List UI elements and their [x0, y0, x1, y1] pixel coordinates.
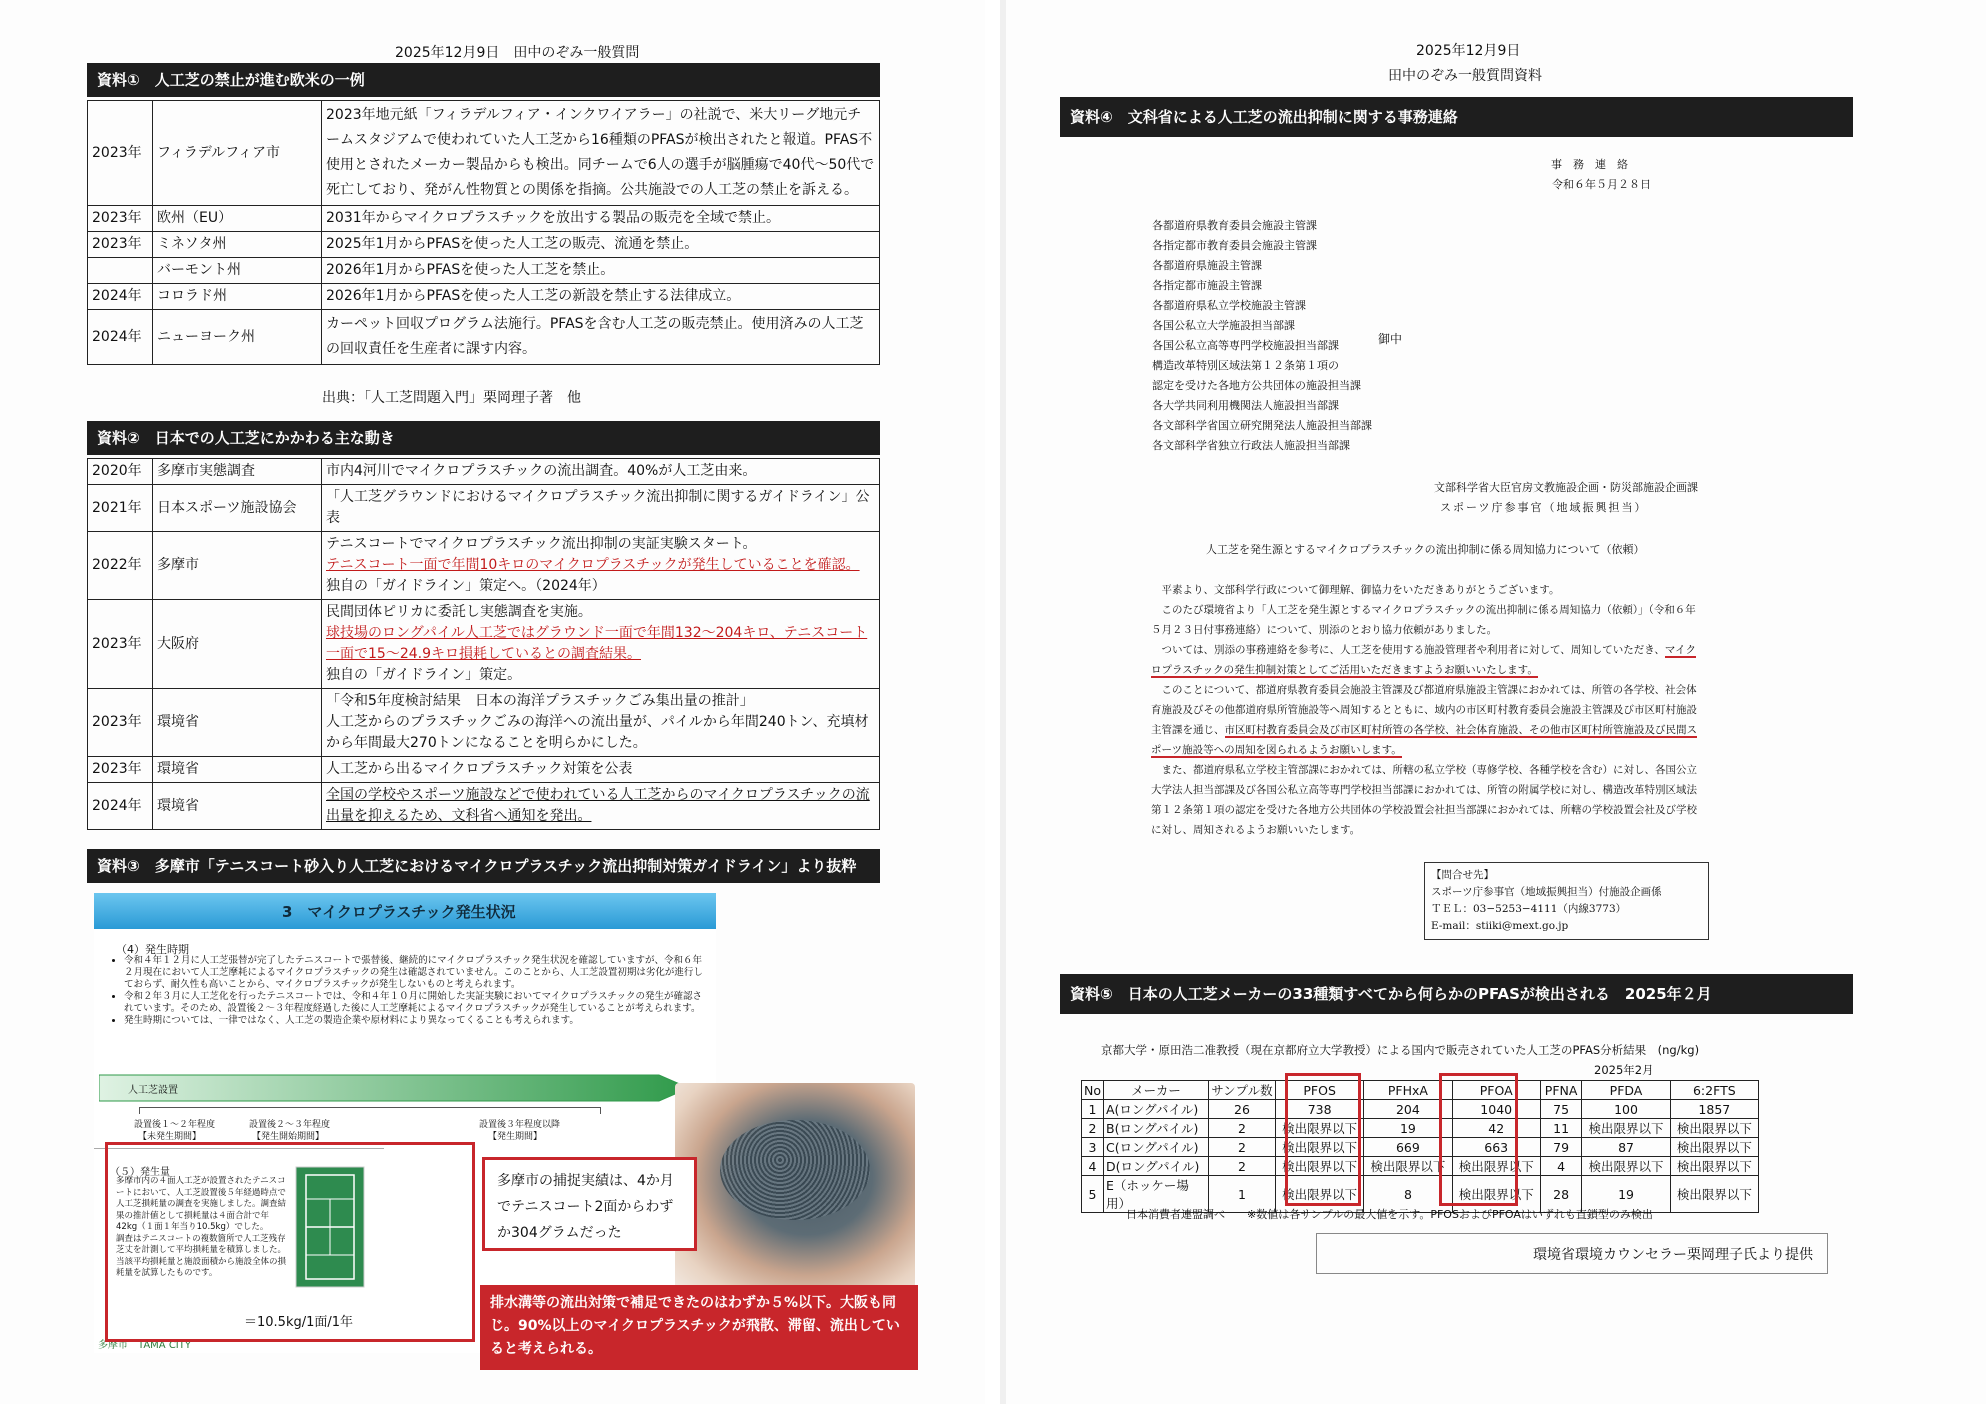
table-row: 2023年 欧州（EU） 2031年からマイクロプラスチックを放出する製品の販売を全域で禁止。 [88, 206, 880, 232]
addressee-list: 各都道府県教育委員会施設主管課 各指定都市教育委員会施設主管課 各都道府県施設主管課 各指定都市施設主管課 各都道府県私立学校施設主管課 各国公私立大学施設担当部課 各国公私立高等専門学校施設担当部課 構造改革特別区域法第１２条第１項の 認定を受けた各地方公共団体の施設担当課 各大学共同利用機関法人施設担当部課 各文部科学省国立研究開発法人施設担当部課 各文部科学省独立行政法人施設担当部課 [1152, 219, 1372, 452]
red-frame-generation [105, 1142, 475, 1342]
table-row: 2020年 多摩市実態調査 市内4河川でマイクロプラスチックの流出調査。40%が人工芝由来。 [88, 459, 880, 485]
section1-source: 出典：「人工芝問題入門」栗岡理子著 他 [322, 390, 581, 406]
pfas-caption: 京都大学・原田浩二准教授（現在京都府立大学教授）による国内で販売されていた人工芝のPFAS分析結果 (ng/kg) [1101, 1043, 1700, 1057]
pfas-date: 2025年2月 [1594, 1063, 1654, 1077]
section5-title: 資料⑤ 日本の人工芝メーカーの33種類すべてから何らかのPFASが検出される 2025年２月 [1060, 974, 1853, 1014]
notice-subject: 人工芝を発生源とするマイクロプラスチックの流出抑制に係る周知協力について（依頼） [1206, 543, 1645, 556]
section1-title: 資料① 人工芝の禁止が進む欧米の一例 [87, 63, 880, 97]
underlined-municipal: 市区町村教育委員会及び市区町村所管の各学校、社会体育施設、その他市区町村所管施設及び民間スポーツ施設等への周知を図られるようお願いします。 [1151, 724, 1697, 756]
notice-body: 平素より、文部科学行政について御理解、御協力をいただきありがとうございます。 このたび環境省より「人工芝を発生源とするマイクロプラスチックの流出抑制に係る周知協力（依頼）」（令和６年５月２３日付事務連絡）について、別添のとおり協力依頼がありました。 ついては、別添の事務連絡を参考に、人工芝を使用する施設管理者や利用者に対して、周知していただき、マイクロプラスチックの発生抑制対策としてご活用いただきますようお願いいたします。 このことについて、都道府県教育委員会施設主管課及び都道府県施設主管課におかれては、所管の各学校、社会体育施設及びその他都道府県所管施設等へ周知するとともに、域内の市区町村教育委員会施設主管課及び市区町村施設主管課を通じ、市区町村教育委員会及び市区町村所管の各学校、社会体育施設、その他市区町村所管施設及び民間スポーツ施設等への周知を図られるようお願いします。 また、都道府県私立学校主管部課におかれては、所轄の私立学校（専修学校、各種学校を含む）に対し、各国公立大学法人担当部課及び各国公私立高等専門学校担当部課におかれては、所管の附属学校に対し、構造改革特別区域法第１２条第１項の認定を受けた各地方公共団体の学校設置会社担当部課におかれては、所轄の学校設置会社及び学校に対し、周知されるようお願いいたします。 [1151, 584, 1697, 836]
footer-logo: 多摩市 TAMA CITY [98, 1340, 191, 1351]
pfos-column-highlight [1285, 1073, 1361, 1206]
section2-title: 資料② 日本での人工芝にかかわる主な動き [87, 421, 880, 455]
credit-box: 環境省環境カウンセラー栗岡理子氏より提供 [1316, 1233, 1828, 1274]
table-row: 4 D(ロングパイル) 2 検出限界以下 検出限界以下 検出限界以下 4 検出限界以下 検出限界以下 [1082, 1157, 1759, 1176]
table-row: 2 B(ロングパイル) 2 検出限界以下 19 42 11 検出限界以下 検出限界以下 [1082, 1119, 1759, 1138]
granules-photo-texture [720, 1120, 870, 1220]
onchu-label: 御中 [1378, 332, 1403, 346]
callout-runoff: 排水溝等の流出対策で補足できたのはわずか５%以下。大阪も同じ。90%以上のマイクロプラスチックが飛散、滞留、流出していると考えられる。 [480, 1285, 918, 1370]
section4-title: 資料④ 文科省による人工芝の流出抑制に関する事務連絡 [1060, 97, 1853, 137]
sender-2: スポーツ庁参事官（地域振興担当） [1440, 501, 1648, 514]
table-header-row: No メーカー サンプル数 PFOS PFHxA PFOA PFNA PFDA 6:2FTS [1082, 1081, 1759, 1100]
left-header: 2025年12月9日 田中のぞみ一般質問 [395, 45, 640, 61]
table-row: 2023年 環境省 「令和5年度検討結果 日本の海洋プラスチックごみ集出量の推計」 人工芝からのプラスチックごみの海洋への流出量が、パイルから年間240トン、充填材から年間最大270トンになることを明らかにした。 [88, 689, 880, 757]
left-page [0, 0, 985, 1404]
pfoa-column-highlight [1439, 1073, 1518, 1206]
underlined-request: マイクロプラスチックの発生抑制対策としてご活用いただきますようお願いいたします。 [1151, 644, 1696, 676]
guideline-bullets: • 令和４年１２月に人工芝張替が完了したテニスコートで張替後、継続的にマイクロプラスチック発生状況を確認していますが、令和６年２月現在において人工芝摩耗によるマイクロプラスチックの発生は確認されていません。このことから、人工芝設置初期は劣化が進行しておらず、耐久性も高いことから、マイクロプラスチックが発生しないものと考えられます。 • 令和２年３月に人工芝化を行ったテニスコートでは、令和４年１０月に開始した実証実験においてマイクロプラスチックの発生が確認されています。そのため、設置後２〜３年程度経過した後に人工芝摩耗によるマイクロプラスチックが発生していることが考えられます。 • 発生時期については、一律ではなく、人工芝の製造企業や原材料により異なってくることも考えられます。 [106, 955, 704, 1027]
table-row: 2023年 環境省 人工芝から出るマイクロプラスチック対策を公表 [88, 757, 880, 783]
pfas-note: 日本消費者連盟調べ ※数値は各サンプルの最大値を示す。PFOSおよびPFOAはいずれも直鎖型のみ検出 [1126, 1208, 1653, 1221]
notice-date: 令和６年５月２８日 [1552, 178, 1651, 191]
table-row: 2022年 多摩市 テニスコートでマイクロプラスチック流出抑制の実証実験スタート。 テニスコート一面で年間10キロのマイクロプラスチックが発生していることを確認。 独自の「ガイドライン」策定へ。（2024年） [88, 532, 880, 600]
right-header-date: 2025年12月9日 [1416, 43, 1521, 59]
timeline-brackets [139, 1107, 601, 1114]
right-header-title: 田中のぞみ一般質問資料 [1388, 68, 1542, 84]
section2-table [87, 458, 880, 830]
table-row: 2023年 フィラデルフィア市 2023年地元紙「フィラデルフィア・インクワイアラー」の社説で、米大リーグ地元チームスタジアムで使われていた人工芝から16種類のPFASが検出されたと報道。PFAS不使用とされたメーカー製品からも検出。同チームで6人の選手が脳腫瘍で40代〜50代で死亡しており、発がん性物質との関係を指摘。公共施設での人工芝の禁止を訴える。 [88, 101, 880, 206]
notice-type: 事 務 連 絡 [1551, 158, 1628, 171]
table-row: 2024年 環境省 全国の学校やスポーツ施設などで使われている人工芝からのマイクロプラスチックの流出量を抑えるため、文科省へ通知を発出。 [88, 783, 880, 830]
highlight-text: 球技場のロングパイル人工芝ではグラウンド一面で年間132〜204キロ、テニスコート一面で15〜24.9キロ損耗しているとの調査結果。 [326, 625, 868, 662]
table-row: 3 C(ロングパイル) 2 検出限界以下 669 663 79 87 検出限界以下 [1082, 1138, 1759, 1157]
right-page [1006, 0, 1986, 1404]
contact-box: 【問合せ先】 スポーツ庁参事官（地域振興担当）付施設企画係 ＴＥＬ：03−5253−4111（内線3773） E-mail：stiiki@mext.go.jp [1424, 862, 1709, 940]
callout-capture: 多摩市の捕捉実績は、4か月でテニスコート2面からわずか304グラムだった [482, 1157, 697, 1251]
guideline-excerpt: 3 マイクロプラスチック発生状況 （4）発生時期 • 令和４年１２月に人工芝張替が完了したテニスコートで張替後、継続的にマイクロプラスチック発生状況を確認していますが、令和６年２月現在において人工芝摩耗によるマイクロプラスチックの発生は確認されていません。このことから、人工芝設置初期は劣化が進行しておらず、耐久性も高いことから、マイクロプラスチックが発生しないものと考えられます。 • 令和２年３月に人工芝化を行ったテニスコートでは、令和４年１０月に開始した実証実験においてマイクロプラスチックの発生が確認されています。そのため、設置後２〜３年程度経過した後に人工芝摩耗によるマイクロプラスチックが発生していることが考えられます。 • 発生時期については、一律ではなく、人工芝の製造企業や原材料により異なってくることも考えられます。 人工芝設置 設置後１〜２年程度 【未発生期間】 設置後２〜３年程度 【発生開始期間】 設置後３年程度以降 【発生期間】 （５）発生量 • 多摩市内の４面人工芝が設置されたテニスコートにおいて、人工芝設置後５年経過時点で人工芝損耗量の調査を実施しました。調査結果の推計値として損耗量は４面合計で年42kg（１面１年当り10.5kg）でした。 • 調査はテニスコートの複数箇所で人工芝残存芝丈を計測して平均損耗量を積算しました。当該平均損耗量と施設面積から施設全体の損耗量を試算したものです。 ＝10.5kg/1面/1年 多摩市 TAMA CITY [94, 893, 716, 1353]
table-row: 2023年 ミネソタ州 2025年1月からPFASを使った人工芝の販売、流通を禁止。 [88, 232, 880, 258]
highlight-text: テニスコート一面で年間10キロのマイクロプラスチックが発生していることを確認。 [326, 557, 860, 573]
timeline-arrow [99, 1071, 689, 1105]
table-row: 2021年 日本スポーツ施設協会 「人工芝グラウンドにおけるマイクロプラスチック流出抑制に関するガイドライン」公表 [88, 485, 880, 532]
table-row: 2024年 コロラド州 2026年1月からPFASを使った人工芝の新設を禁止する法律成立。 [88, 284, 880, 310]
table-row: 2024年 ニューヨーク州 カーペット回収プログラム法施行。PFASを含む人工芝の販売禁止。使用済みの人工芝の回収責任を生産者に課す内容。 [88, 310, 880, 365]
formula-text: ＝10.5kg/1面/1年 [244, 1315, 354, 1330]
table-row: バーモント州 2026年1月からPFASを使った人工芝を禁止。 [88, 258, 880, 284]
sender-1: 文部科学省大臣官房文教施設企画・防災部施設企画課 [1434, 481, 1698, 494]
pfas-table [1081, 1080, 1759, 1213]
table-row: 2023年 大阪府 民間団体ピリカに委託し実態調査を実施。 球技場のロングパイル人工芝ではグラウンド一面で年間132〜204キロ、テニスコート一面で15〜24.9キロ損耗しているとの調査結果。 独自の「ガイドライン」策定。 [88, 600, 880, 689]
section3-title: 資料③ 多摩市「テニスコート砂入り人工芝におけるマイクロプラスチック流出抑制対策ガイドライン」より抜粋 [87, 849, 880, 883]
table-row: 1 A(ロングパイル) 26 738 204 1040 75 100 1857 [1082, 1100, 1759, 1119]
guideline-banner: 3 マイクロプラスチック発生状況 [94, 893, 716, 929]
section1-table [87, 100, 880, 365]
table-row: 5 E（ホッケー場用） 1 検出限界以下 8 検出限界以下 28 19 検出限界以下 [1082, 1176, 1759, 1213]
